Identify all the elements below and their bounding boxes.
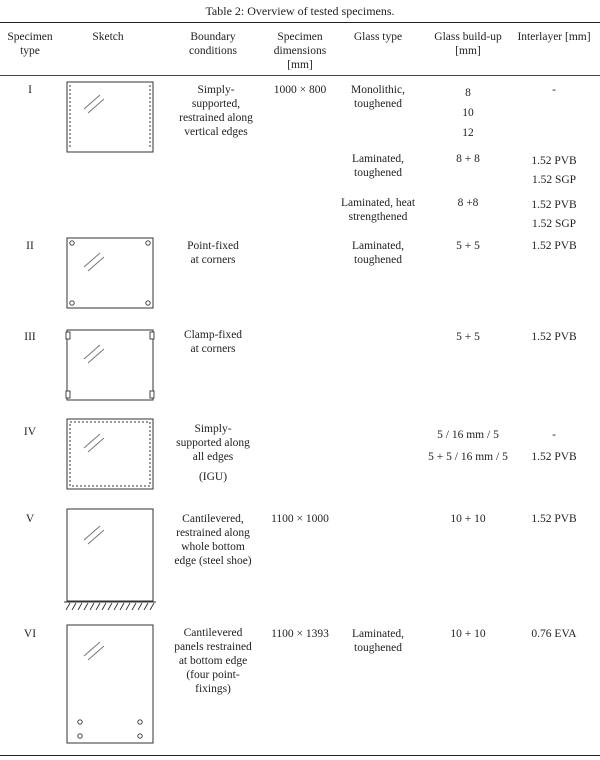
boundary-conditions-i	[158, 83, 274, 139]
glass-type-i-laminated	[335, 152, 421, 180]
top-rule	[0, 22, 600, 23]
specimen-type-i: I	[28, 84, 32, 96]
cell-text: at bottom edge	[178, 655, 248, 667]
cell-text: 1.52 PVB	[531, 451, 577, 463]
header-text: dimensions	[273, 45, 327, 57]
cell-text: Point-fixed	[187, 240, 239, 252]
cell-text: supported along	[176, 437, 250, 449]
cell-text: Laminated, heat	[340, 197, 416, 209]
header-text: type	[20, 45, 40, 57]
interlayer-i-monolithic: -	[552, 84, 556, 96]
header-glass-type: Glass type	[353, 31, 403, 43]
glass-buildup-i-heat-strengthened: 8 +8	[457, 197, 479, 209]
sketch-simply-supported-vertical-edges	[66, 81, 156, 155]
cell-text: fixings)	[195, 683, 231, 695]
sketch-point-fixed-corners	[66, 237, 156, 311]
header-text: conditions	[189, 45, 237, 57]
cell-text: all edges	[192, 451, 234, 463]
cell-text: edge (steel shoe)	[174, 555, 252, 567]
cell-text: Laminated,	[351, 153, 405, 165]
cell-text: 5 / 16 mm / 5	[437, 429, 499, 441]
interlayer-vi: 0.76 EVA	[531, 628, 577, 640]
specimen-type-vi: VI	[23, 628, 37, 640]
specimen-type-iv: IV	[23, 426, 37, 438]
glass-buildup-ii: 5 + 5	[456, 240, 480, 252]
cell-text: (IGU)	[198, 471, 228, 483]
interlayer-iv	[508, 424, 600, 468]
header-text: Boundary	[190, 31, 236, 43]
cell-text: strengthened	[348, 211, 408, 223]
table-caption: Table 2: Overview of tested specimens.	[205, 4, 395, 18]
glass-type-ii	[335, 239, 421, 267]
boundary-conditions-ii	[158, 239, 268, 267]
cell-text: (four point-	[186, 669, 240, 681]
cell-text: Cantilevered,	[182, 513, 244, 525]
interlayer-ii: 1.52 PVB	[531, 240, 577, 252]
cell-text: supported,	[191, 98, 241, 110]
bottom-rule	[0, 755, 600, 756]
cell-text: 1.52 PVB	[531, 155, 577, 167]
interlayer-i-heat-strengthened	[508, 196, 600, 234]
boundary-conditions-iii	[158, 328, 268, 356]
specimen-dimensions-vi: 1100 × 1393	[271, 628, 329, 640]
cell-text: at corners	[190, 254, 236, 266]
sketch-cantilevered-steel-shoe	[64, 508, 158, 614]
interlayer-iii: 1.52 PVB	[531, 331, 577, 343]
cell-text: panels restrained	[174, 641, 252, 653]
cell-text: 12	[462, 127, 474, 139]
glass-type-vi	[335, 627, 421, 655]
header-specimen-type	[0, 30, 60, 58]
specimen-dimensions-v: 1100 × 1000	[271, 513, 329, 525]
specimen-type-iii: III	[24, 331, 36, 343]
header-text: Specimen	[7, 31, 53, 43]
cell-text: toughened	[354, 98, 402, 110]
cell-text: Laminated,	[351, 628, 405, 640]
specimen-dimensions-i: 1000 × 800	[273, 84, 327, 96]
glass-type-i-heat-strengthened	[333, 196, 423, 224]
header-text: [mm]	[455, 45, 481, 57]
boundary-conditions-iv	[158, 422, 268, 484]
cell-text: 8	[465, 87, 471, 99]
cell-text: restrained along	[176, 527, 250, 539]
header-text: Specimen	[277, 31, 323, 43]
cell-text: toughened	[354, 642, 402, 654]
cell-text: 1.52 PVB	[531, 199, 577, 211]
cell-text: Simply-	[194, 423, 232, 435]
cell-text: Cantilevered	[183, 627, 243, 639]
glass-buildup-v: 10 + 10	[450, 513, 486, 525]
header-boundary-conditions	[158, 30, 268, 58]
cell-text: 1.52 SGP	[531, 174, 577, 186]
boundary-conditions-v	[158, 512, 268, 568]
glass-buildup-iii: 5 + 5	[456, 331, 480, 343]
boundary-conditions-vi	[158, 626, 268, 696]
header-text: [mm]	[287, 59, 313, 71]
specimen-type-v: V	[25, 513, 35, 525]
glass-buildup-i-laminated: 8 + 8	[456, 153, 480, 165]
header-specimen-dimensions	[262, 30, 338, 72]
glass-buildup-iv	[416, 424, 520, 468]
cell-text: 10	[462, 107, 474, 119]
sketch-clamp-fixed-corners	[66, 329, 156, 403]
cell-text: Laminated,	[351, 240, 405, 252]
cell-text: Clamp-fixed	[183, 329, 243, 341]
sketch-simply-supported-all-edges	[66, 418, 156, 492]
header-glass-build-up	[420, 30, 516, 58]
glass-buildup-vi: 10 + 10	[450, 628, 486, 640]
cell-text: whole bottom	[181, 541, 245, 553]
cell-text: toughened	[354, 254, 402, 266]
interlayer-v: 1.52 PVB	[531, 513, 577, 525]
cell-text: at corners	[190, 343, 236, 355]
interlayer-i-laminated	[508, 152, 600, 190]
cell-text: restrained along	[179, 112, 253, 124]
specimen-type-ii: II	[26, 240, 34, 252]
glass-buildup-i-monolithic	[420, 83, 516, 143]
glass-type-i-monolithic	[335, 83, 421, 111]
cell-text: 1.52 SGP	[531, 218, 577, 230]
cell-text: 5 + 5 / 16 mm / 5	[428, 451, 508, 463]
cell-text: -	[552, 429, 556, 441]
header-interlayer: Interlayer [mm]	[517, 31, 591, 43]
header-rule	[0, 75, 600, 76]
sketch-cantilevered-point-fixings	[66, 624, 156, 746]
cell-text: Monolithic,	[351, 84, 405, 96]
cell-text: vertical edges	[184, 126, 248, 138]
header-sketch: Sketch	[92, 31, 124, 43]
cell-text: Simply-	[197, 84, 235, 96]
header-text: Glass build-up	[434, 31, 502, 43]
cell-text: toughened	[354, 167, 402, 179]
